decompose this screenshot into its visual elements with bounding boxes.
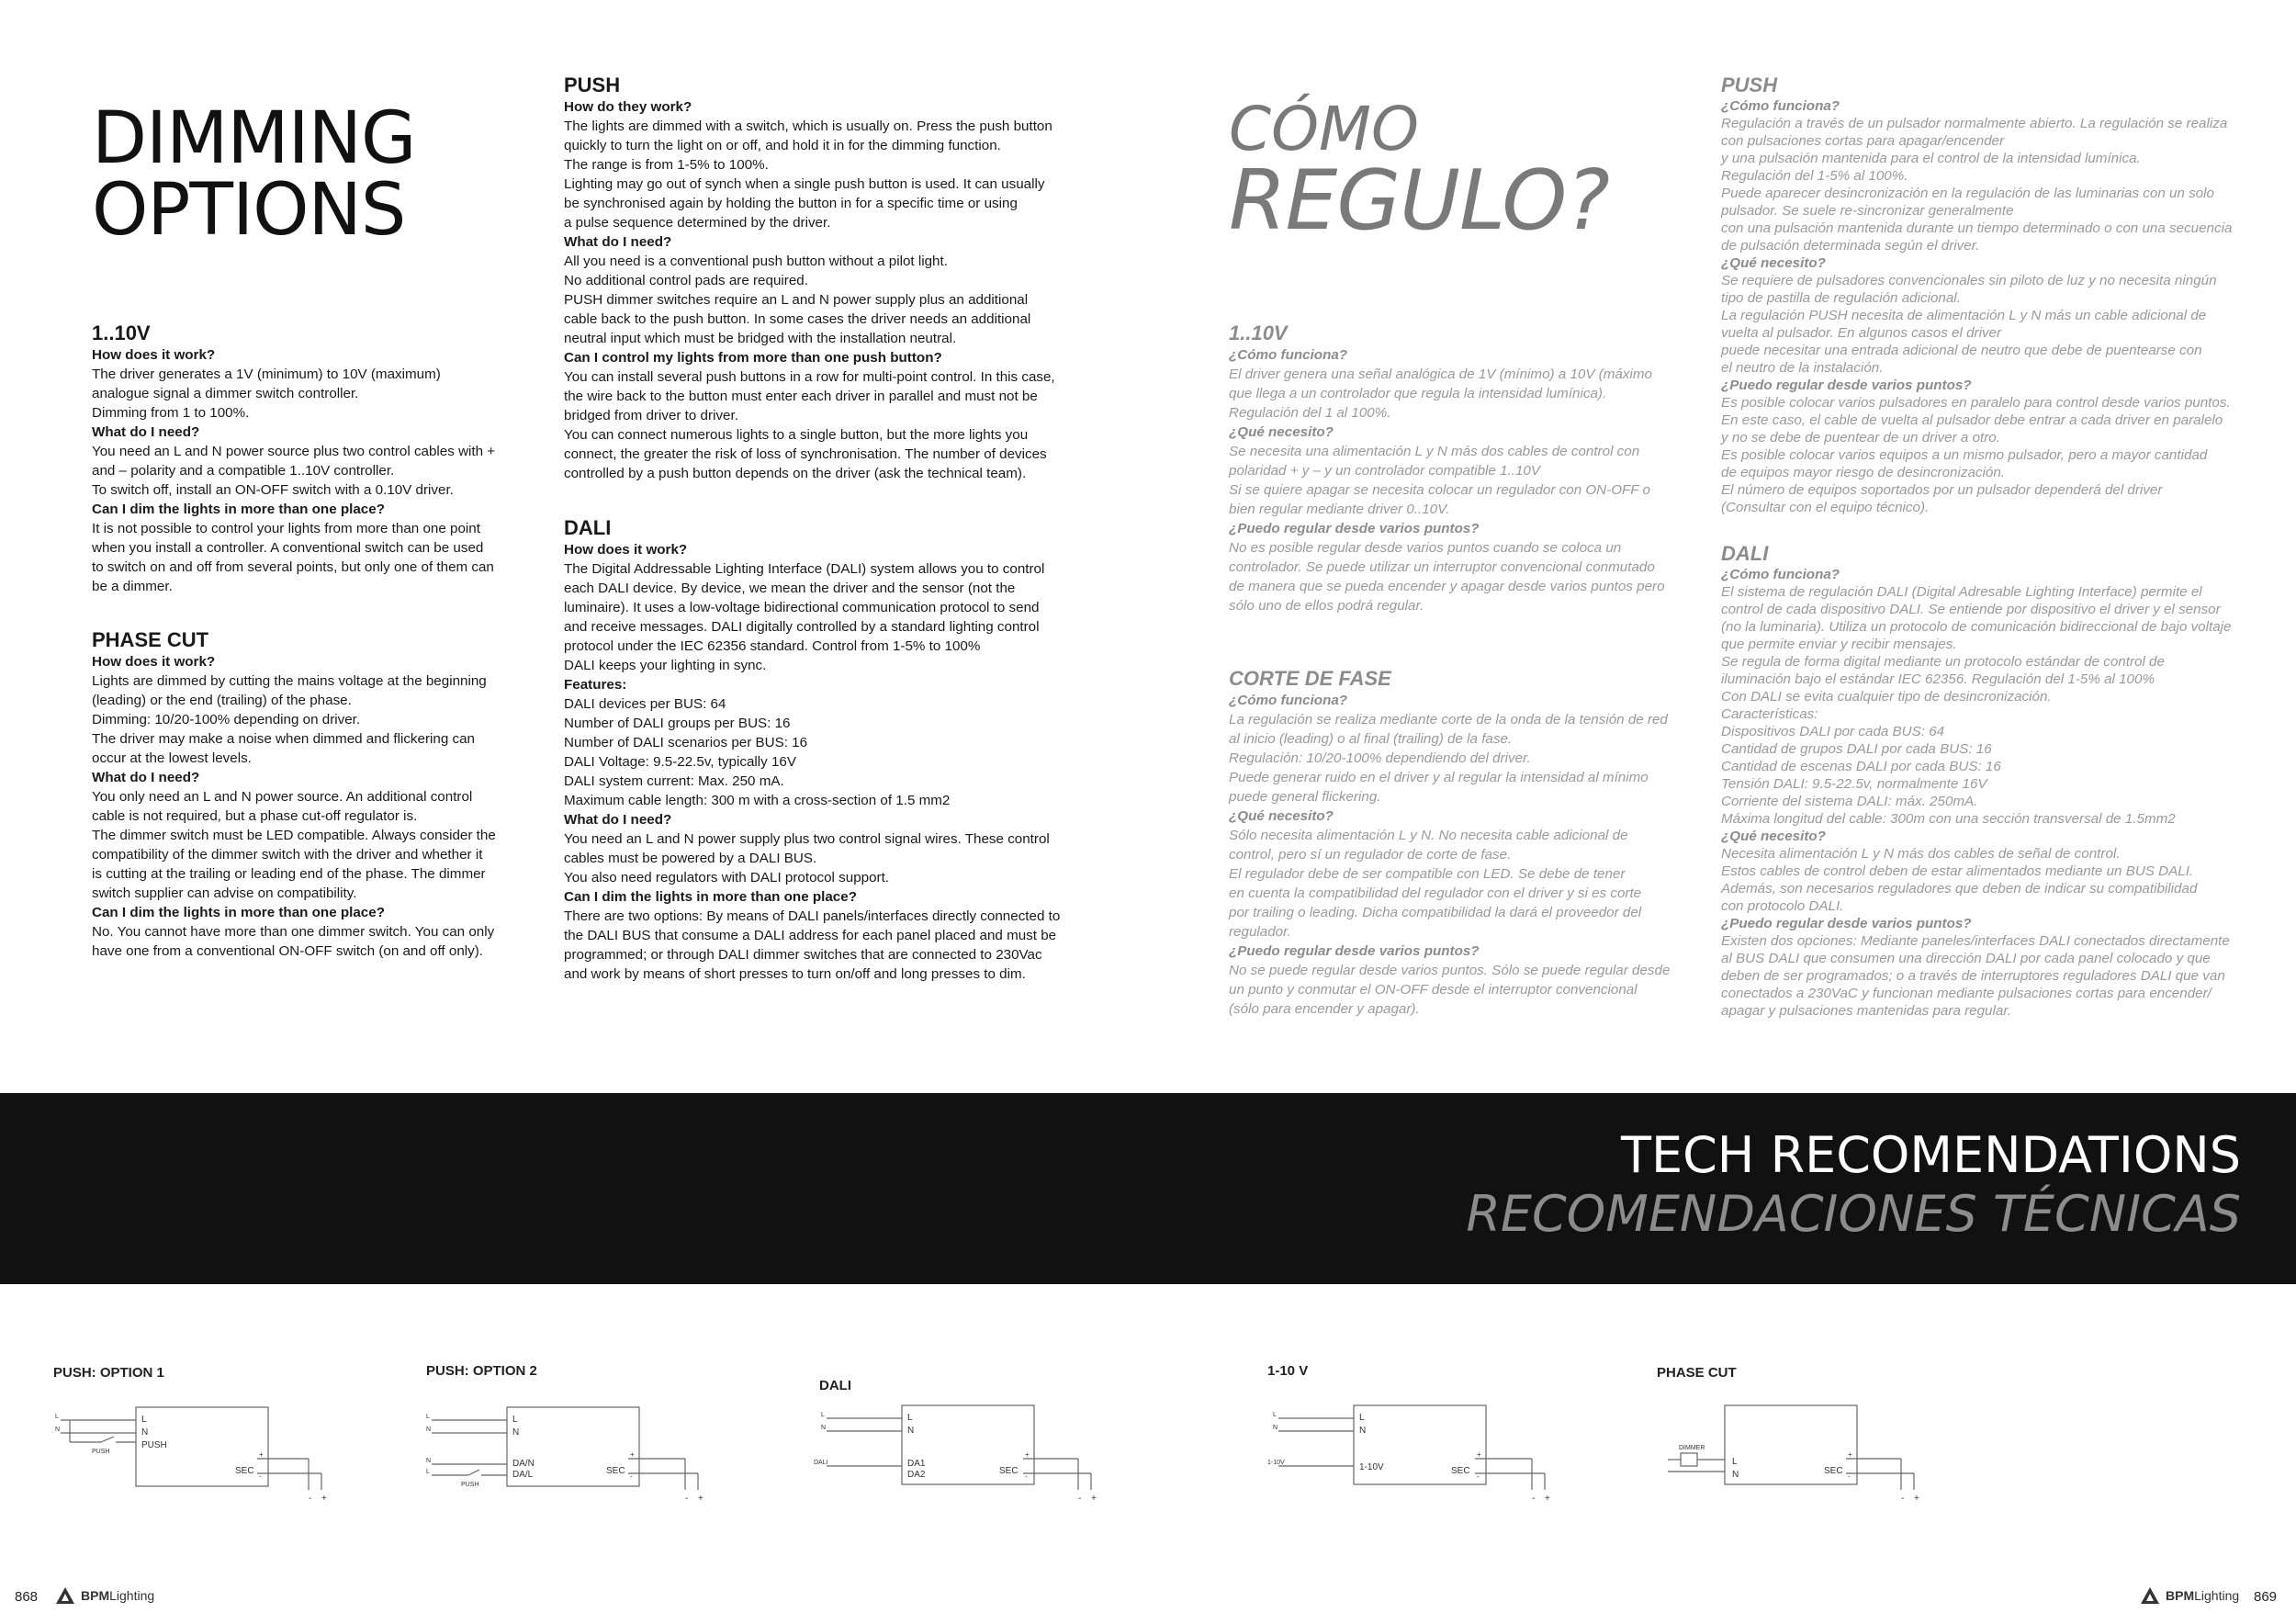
- answer: You only need an L and N power source. An additional control cable is not required, but a phase cut-off regulator is. The dimmer switch must be LED compatible. Always consider the compatibility of the dimmer switch with the driver and whether it is cutting at the trailing or leading end of the phase. The dimmer switch supplier can advise on compatibility.: [92, 789, 496, 901]
- brand-triangle-icon: [55, 1586, 75, 1605]
- question: ¿Puedo regular desde varios puntos?: [1721, 378, 1972, 393]
- answer: You need an L and N power source plus two control cables with + and – polarity and a compatible 1..10V controller. To switch off, install an ON-OFF switch with a 0.10V driver.: [92, 444, 496, 498]
- terminal-label: DA/L: [512, 1470, 534, 1480]
- question: ¿Cómo funciona?: [1229, 347, 1348, 363]
- question: ¿Cómo funciona?: [1229, 693, 1348, 708]
- terminal-label: L: [1359, 1413, 1365, 1423]
- input-label: N: [426, 1427, 432, 1433]
- title-line-1: DIMMING: [92, 97, 416, 180]
- title-line-2: OPTIONS: [92, 169, 406, 252]
- question: What do I need?: [564, 812, 672, 828]
- out-plus: +: [630, 1450, 635, 1459]
- terminal-label: N: [1359, 1426, 1367, 1436]
- out-minus: -: [1901, 1494, 1905, 1504]
- diagram-push2: [432, 1407, 698, 1490]
- input-label: PUSH: [461, 1482, 479, 1488]
- brand-logo-right: [2140, 1586, 2239, 1605]
- section-heading: PUSH: [1721, 73, 1778, 96]
- question: Can I control my lights from more than one push button?: [564, 350, 942, 366]
- terminal-label: L: [1732, 1457, 1738, 1467]
- out-plus: +: [1025, 1450, 1030, 1459]
- section-heading: 1..10V: [92, 321, 151, 344]
- input-label: PUSH: [92, 1449, 110, 1455]
- input-label: L: [55, 1414, 59, 1420]
- out-minus: -: [309, 1494, 312, 1504]
- answer: You can install several push buttons in a row for multi-point control. In this case, the wire back to the button must enter each driver in parallel and must not be bridged from driver to driver. You can connect numerous lights to a single button, but the more lights you connect, the greater the risk of loss of synchronisation. The number of devices controlled by a push button depends on the driver (ask the technical team).: [564, 369, 1055, 481]
- input-label: N: [426, 1458, 432, 1464]
- section-110v-es: [1229, 321, 1670, 615]
- dimmer-box: [1681, 1453, 1697, 1466]
- input-label: N: [55, 1427, 61, 1433]
- diagram-label-phase: PHASE CUT: [1657, 1365, 1737, 1381]
- answer: Existen dos opciones: Mediante paneles/interfaces DALI conectados directamente al BUS DALI que consumen una dirección DALI por cada panel colocado y que deben de ser programados; o a través de interruptores reguladores DALI que van conectados a 230VaC y funcionan mediante pulsaciones cortas para encender/ apagar y pulsaciones mantenidas para regular.: [1721, 933, 2230, 1019]
- page-title-es: [1229, 94, 1609, 249]
- section-heading: 1..10V: [1229, 321, 1288, 344]
- out-minus: -: [630, 1472, 633, 1481]
- diagram-label-push2: PUSH: OPTION 2: [426, 1363, 537, 1379]
- question: How does it work?: [564, 542, 688, 558]
- out-plus: +: [1848, 1450, 1852, 1459]
- answer: Regulación a través de un pulsador normalmente abierto. La regulación se realiza con pulsaciones cortas para apagar/encender y una pulsación mantenida para el control de la intensidad lumínica. Regulación del 1-5% al 100%. Puede aparecer desincronización en la regulación de las luminarias con un solo pulsador. Se suele re-sincronizar generalmente con una pulsación mantenida durante un tiempo determinado o con una secuencia de pulsación determinada según el driver.: [1721, 116, 2233, 254]
- question: How do they work?: [564, 99, 692, 115]
- out-minus: -: [259, 1472, 262, 1481]
- diagram-110v: [1278, 1405, 1545, 1490]
- answer: There are two options: By means of DALI panels/interfaces directly connected to the DALI BUS that consume a DALI address for each panel placed and must be programmed; or through DALI dimmer switches that are connected to 230Vac and work by means of short presses to turn on/off and long presses to dim.: [564, 908, 1061, 982]
- section-heading: PUSH: [564, 73, 621, 96]
- input-label: L: [821, 1412, 825, 1418]
- answer: Necesita alimentación L y N más dos cables de señal de control. Estos cables de control deben de estar alimentados mediante un BUS DALI. Además, son necesarios reguladores que deben de indicar su compatibilidad con protocolo DALI.: [1721, 846, 2198, 914]
- question: What do I need?: [564, 234, 672, 250]
- input-label: N: [1273, 1425, 1278, 1431]
- wiring-diagrams: [0, 1378, 2296, 1525]
- brand-bold: BPM: [2166, 1588, 2195, 1603]
- input-label: L: [426, 1469, 430, 1475]
- section-110v-en: [92, 321, 523, 596]
- section-phase-es: [1229, 667, 1679, 1019]
- page-title-en: [92, 97, 416, 252]
- section-push-en: [564, 73, 1087, 483]
- terminal-label: 1-10V: [1359, 1462, 1384, 1472]
- answer: No se puede regular desde varios puntos. Sólo se puede regular desde un punto y conmutar el ON-OFF desde el interruptor convencional (sólo para encender y apagar).: [1229, 963, 1671, 1017]
- section-heading: CORTE DE FASE: [1229, 667, 1391, 690]
- out-minus: -: [1532, 1494, 1536, 1504]
- answer: The driver generates a 1V (minimum) to 10V (maximum) analogue signal a dimmer switch controller. Dimming from 1 to 100%.: [92, 367, 441, 421]
- dimmer-label: DIMMER: [1679, 1445, 1705, 1451]
- answer: The Digital Addressable Lighting Interface (DALI) system allows you to control each DALI device. By device, we mean the driver and the sensor (not the luminaire). It uses a low-voltage bidirectional communication protocol to send and receive messages. DALI digitally controlled by a standard lighting control protocol under the IEC 62356 standard. Control from 1-5% to 100% DALI keeps your lighting in sync.: [564, 561, 1045, 673]
- answer: Se requiere de pulsadores convencionales sin piloto de luz y no necesita ningún tipo de pastilla de regulación adicional. La regulación PUSH necesita de alimentación L y N más un cable adicional de vuelta al pulsador. En algunos casos el driver puede necesitar una entrada adicional de neutro que debe de puentearse con el neutro de la instalación.: [1721, 273, 2217, 376]
- section-heading: DALI: [1721, 542, 1769, 565]
- question: Can I dim the lights in more than one place?: [92, 905, 385, 920]
- terminal-label: N: [512, 1427, 520, 1438]
- answer: Es posible colocar varios pulsadores en paralelo para control desde varios puntos. En este caso, el cable de vuelta al pulsador debe entrar a cada driver en paralelo y no se debe de puentear de un driver a otro. Es posible colocar varios equipos a un mismo pulsador, pero a mayor cantidad de equipos mayor riesgo de desincronización. El número de equipos soportados por un pulsador dependerá del driver (Consultar con el equipo técnico).: [1721, 395, 2231, 515]
- question: ¿Qué necesito?: [1229, 808, 1334, 824]
- out-minus: -: [685, 1494, 689, 1504]
- question: ¿Puedo regular desde varios puntos?: [1721, 916, 1972, 931]
- out-minus: -: [1848, 1472, 1851, 1481]
- answer: You need an L and N power supply plus two control signal wires. These control cables must be powered by a DALI BUS. You also need regulators with DALI protocol support.: [564, 831, 1050, 885]
- out-plus: +: [1545, 1494, 1550, 1504]
- answer: La regulación se realiza mediante corte de la onda de la tensión de red al inicio (leading) o al final (trailing) de la fase. Regulación: 10/20-100% dependiendo del driver. Puede generar ruido en el driver y al regular la intensidad al mínimo puede general flickering.: [1229, 712, 1668, 805]
- answer: El driver genera una señal analógica de 1V (mínimo) a 10V (máximo que llega a un controlador que regula la intensidad lumínica). Regulación del 1 al 100%.: [1229, 367, 1652, 421]
- answer: El sistema de regulación DALI (Digital Adresable Lighting Interface) permite el control de cada dispositivo DALI. Se entiende por dispositivo el driver y el sensor (no la luminaria). Utiliza un protocolo de comunicación bidireccional de bajo voltaje que permite enviar y recibir mensajes. Se regula de forma digital mediante un protocolo estándar de control de iluminación bajo el estándar IEC 62356. Regulación del 1-5% al 100% Con DALI se evita cualquier tipo de desincronización. Características: Dispositivos DALI por cada BUS: 64 Cantidad de grupos DALI por cada BUS: 16 Cantidad de escenas DALI por cada BUS: 16 Tensión DALI: 9.5-22.5v, normalmente 16V Corriente del sistema DALI: máx. 250mA. Máxima longitud del cable: 300m con una sección transversal de 1.5mm2: [1721, 584, 2232, 827]
- question: ¿Qué necesito?: [1721, 255, 1826, 271]
- question: Can I dim the lights in more than one place?: [92, 502, 385, 517]
- out-plus: +: [1091, 1494, 1097, 1504]
- answer: It is not possible to control your lights from more than one point when you install a controller. A conventional switch can be used to switch on and off from several points, but only one of them can be a dimmer.: [92, 521, 494, 594]
- input-label: L: [426, 1414, 430, 1420]
- brand-rest: Lighting: [109, 1588, 155, 1603]
- input-label: 1-10V: [1267, 1460, 1285, 1466]
- answer: No es posible regular desde varios puntos cuando se coloca un controlador. Se puede utilizar un interruptor convencional conmutado de manera que se pueda encender y apagar desde varios puntos pero sólo uno de ellos podrá regular.: [1229, 540, 1665, 614]
- terminal-label: DA1: [907, 1459, 926, 1469]
- section-dali-es: [1721, 542, 2263, 1020]
- section-heading: PHASE CUT: [92, 628, 209, 651]
- diagram-dali: [827, 1405, 1091, 1490]
- section-heading: DALI: [564, 516, 612, 539]
- page-number-right: 869: [2254, 1589, 2278, 1605]
- question: Features:: [564, 677, 627, 693]
- terminal-label: SEC: [235, 1466, 254, 1476]
- answer: The lights are dimmed with a switch, which is usually on. Press the push button quickly to turn the light on or off, and hold it in for the dimming function. The range is from 1-5% to 100%. Lighting may go out of synch when a single push button is used. It can usually be synchronised again by holding the button in for a specific time or using a pulse sequence determined by the driver.: [564, 118, 1052, 231]
- question: How does it work?: [92, 654, 216, 670]
- terminal-label: L: [141, 1415, 147, 1425]
- question: How does it work?: [92, 347, 216, 363]
- terminal-label: SEC: [1824, 1466, 1843, 1476]
- terminal-label: PUSH: [141, 1440, 167, 1450]
- answer: No. You cannot have more than one dimmer switch. You can only have one from a conventional ON-OFF switch (on and off only).: [92, 924, 495, 959]
- question: What do I need?: [92, 424, 200, 440]
- page-number-left: 868: [15, 1589, 39, 1605]
- diagram-label-dali: DALI: [819, 1378, 851, 1393]
- diagram-label-110v: 1-10 V: [1267, 1363, 1309, 1379]
- diagram-label-push1: PUSH: OPTION 1: [53, 1365, 164, 1381]
- question: ¿Cómo funciona?: [1721, 567, 1840, 582]
- out-plus: +: [1477, 1450, 1481, 1459]
- terminal-label: SEC: [606, 1466, 625, 1476]
- terminal-label: N: [907, 1426, 915, 1436]
- band-title-en: TECH RECOMENDATIONS: [1621, 1126, 2241, 1184]
- out-minus: -: [1025, 1472, 1028, 1481]
- question: ¿Qué necesito?: [1721, 829, 1826, 844]
- answer: Lights are dimmed by cutting the mains voltage at the beginning (leading) or the end (trailing) of the phase. Dimming: 10/20-100% depending on driver. The driver may make a noise when dimmed and flickering can occur at the lowest levels.: [92, 673, 487, 766]
- terminal-label: DA2: [907, 1470, 926, 1480]
- terminal-label: SEC: [1451, 1466, 1470, 1476]
- out-plus: +: [321, 1494, 327, 1504]
- out-plus: +: [259, 1450, 264, 1459]
- question: What do I need?: [92, 770, 200, 785]
- section-dali-en: [564, 516, 1097, 984]
- title-line-2: REGULO?: [1229, 152, 1609, 249]
- band-title-es: RECOMENDACIONES TÉCNICAS: [1466, 1185, 2241, 1243]
- brand-rest: Lighting: [2194, 1588, 2240, 1603]
- question: ¿Qué necesito?: [1229, 424, 1334, 440]
- section-push-es: [1721, 73, 2263, 516]
- question: ¿Puedo regular desde varios puntos?: [1229, 521, 1480, 536]
- out-plus: +: [698, 1494, 703, 1504]
- out-minus: -: [1078, 1494, 1082, 1504]
- input-label: N: [821, 1425, 827, 1431]
- brand-bold: BPM: [81, 1588, 110, 1603]
- brand-triangle-icon: [2140, 1586, 2160, 1605]
- question: ¿Cómo funciona?: [1721, 98, 1840, 114]
- terminal-label: L: [907, 1413, 913, 1423]
- out-minus: -: [1477, 1472, 1480, 1481]
- input-label: L: [1273, 1412, 1277, 1418]
- question: ¿Puedo regular desde varios puntos?: [1229, 943, 1480, 959]
- answer: Sólo necesita alimentación L y N. No necesita cable adicional de control, pero sí un regulador de corte de fase. El regulador debe de ser compatible con LED. Se debe de tener en cuenta la compatibilidad del regulador con el driver y si es corte por trailing o leading. Dicha compatibilidad la dará el proveedor del regulador.: [1229, 828, 1642, 940]
- terminal-label: N: [1732, 1470, 1739, 1480]
- title-line-1: CÓMO: [1229, 94, 1419, 164]
- answer: Se necesita una alimentación L y N más dos cables de control con polaridad + y – y un controlador compatible 1..10V Si se quiere apagar se necesita colocar un regulador con ON-OFF o bien regular mediante driver 0..10V.: [1229, 444, 1650, 517]
- input-label: DALI: [814, 1460, 828, 1466]
- answer: DALI devices per BUS: 64 Number of DALI groups per BUS: 16 Number of DALI scenarios per BUS: 16 DALI Voltage: 9.5-22.5v, typically 16V DALI system current: Max. 250 mA. Maximum cable length: 300 m with a cross-section of 1.5 mm2: [564, 696, 951, 808]
- terminal-label: DA/N: [512, 1459, 535, 1469]
- terminal-label: SEC: [999, 1466, 1019, 1476]
- answer: All you need is a conventional push button without a pilot light. No additional control pads are required. PUSH dimmer switches require an L and N power supply plus an additional cable back to the push button. In some cases the driver needs an additional neutral input which must be bridged with the installation neutral.: [564, 254, 1031, 346]
- terminal-label: N: [141, 1427, 149, 1438]
- section-phase-en: [92, 628, 523, 961]
- brand-logo-left: [55, 1586, 154, 1605]
- out-plus: +: [1914, 1494, 1919, 1504]
- question: Can I dim the lights in more than one place?: [564, 889, 857, 905]
- terminal-label: L: [512, 1415, 518, 1425]
